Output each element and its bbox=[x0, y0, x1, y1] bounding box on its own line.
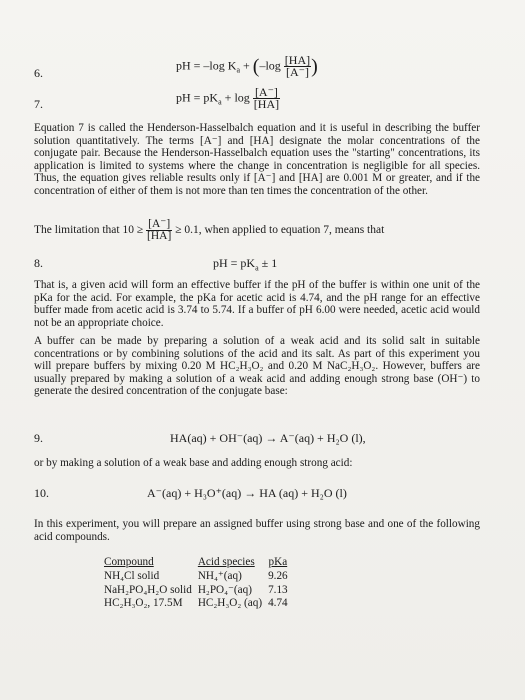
paragraph-henderson-hasselbalch: Equation 7 is called the Henderson-Hasselbalch equation and it is useful in describing the buffer solution quantitatively. The terms [A⁻] and [HA] designate the molar concentrations of the conjugate pair. Because the Henderson-Hasselbalch equation uses the "starting" concentrations, its application is limited to systems where the change in concentration is negligible for all species. Thus, the equation gives reliable results only if [A⁻] and [HA] are 0.001 M or greater, and if the concentration of either of them is not more than ten times the concentration of the other. bbox=[34, 122, 480, 197]
cell-compound: NaH₂PO₄H₂O solid bbox=[104, 583, 192, 596]
eq7-number: 7. bbox=[34, 97, 43, 111]
cell-pka: 9.26 bbox=[268, 569, 288, 582]
eq8-lhs: pH = pK bbox=[213, 256, 256, 270]
limitation-before: The limitation that 10 ≥ bbox=[34, 224, 147, 237]
cell-acid-species: HC₂H₃O₂ (aq) bbox=[197, 597, 263, 609]
eq10-number: 10. bbox=[34, 486, 49, 500]
eq7-plus-log: + log bbox=[221, 90, 253, 105]
paragraph-assigned-buffer: In this experiment, you will prepare an assigned buffer using strong base and one of the following acid compounds. bbox=[34, 518, 480, 543]
paragraph-weak-base: or by making a solution of a weak base and adding enough strong acid: bbox=[34, 457, 353, 469]
equation-7 bbox=[176, 87, 280, 110]
eq8-ka-sub: a bbox=[255, 263, 259, 273]
table-row bbox=[104, 596, 294, 609]
eq6-open-paren: ( bbox=[252, 55, 260, 78]
equation-10: A⁻(aq) + H₃O⁺(aq) → HA (aq) + H₂O (l) bbox=[147, 486, 347, 500]
eq8-number: 8. bbox=[34, 256, 43, 270]
eq7-lhs: pH = pK bbox=[176, 90, 219, 105]
eq6-ka-sub: a bbox=[236, 65, 240, 75]
cell-compound: HC₂H₃O₂, 17.5M bbox=[104, 597, 183, 609]
eq7-frac-num: [A⁻] bbox=[253, 87, 280, 99]
table-row bbox=[104, 582, 294, 596]
paragraph-buffer-preparation: A buffer can be made by preparing a solution of a weak acid and its solid salt in suitable concentrations or by combining solutions of the acid and its salt. As part of this experiment you will prepare buffers by mixing 0.20 M HC₂H₃O₂ and 0.20 M NaC₂H₃O₂. However, buffers are usually prepared by making a solution of a weak acid and adding enough strong base (OH⁻) to generate the desired concentration of the conjugate base: bbox=[34, 335, 480, 398]
eq6-neglog: –log bbox=[259, 58, 284, 73]
limitation-frac-den: [HA] bbox=[147, 230, 172, 242]
eq6-plus: + bbox=[240, 58, 253, 73]
table-row bbox=[104, 568, 294, 582]
equation-9: HA(aq) + OH⁻(aq) → A⁻(aq) + H₂O (l), bbox=[170, 431, 366, 445]
eq6-fraction bbox=[284, 55, 311, 78]
eq7-frac-den: [HA] bbox=[253, 97, 280, 111]
eq6-frac-den: [A⁻] bbox=[285, 65, 309, 79]
cell-pka: 7.13 bbox=[268, 583, 288, 596]
equation-6 bbox=[176, 55, 318, 78]
eq7-fraction bbox=[253, 87, 280, 110]
limitation-frac-num: [A⁻] bbox=[146, 219, 172, 231]
limitation-after: ≥ 0.1, when applied to equation 7, means that bbox=[172, 224, 385, 237]
cell-compound: NH₄Cl solid bbox=[104, 569, 160, 582]
paragraph-effective-buffer: That is, a given acid will form an effective buffer if the pH of the buffer is within one unit of the pKa for the acid. For example, the pKa for acetic acid is 4.74, and the pH range for an effective buffer made from acetic acid is 3.74 to 5.74. If a buffer of pH 6.00 were needed, acetic acid would not be an appropriate choice. bbox=[34, 279, 480, 329]
eq9-number: 9. bbox=[34, 431, 43, 445]
eq7-ka-sub: a bbox=[218, 97, 222, 107]
cell-acid-species: NH₄⁺(aq) bbox=[197, 570, 242, 582]
acid-compounds-table bbox=[104, 556, 294, 609]
table-header-row bbox=[104, 556, 294, 568]
eq6-number: 6. bbox=[34, 66, 43, 80]
limitation-fraction bbox=[146, 219, 172, 242]
eq6-frac-num: [HA] bbox=[284, 53, 311, 67]
cell-acid-species: H₂PO₄⁻(aq) bbox=[197, 584, 252, 596]
eq8-rhs: ± 1 bbox=[258, 256, 278, 270]
eq6-close-paren: ) bbox=[311, 55, 318, 78]
header-acid-species: Acid species bbox=[197, 556, 255, 568]
cell-pka: 4.74 bbox=[268, 597, 288, 609]
header-compound: Compound bbox=[104, 556, 154, 568]
equation-8 bbox=[213, 256, 277, 272]
header-pka: pKa bbox=[268, 556, 288, 568]
limitation-line bbox=[34, 219, 384, 242]
eq6-lhs: pH = –log K bbox=[176, 58, 237, 73]
